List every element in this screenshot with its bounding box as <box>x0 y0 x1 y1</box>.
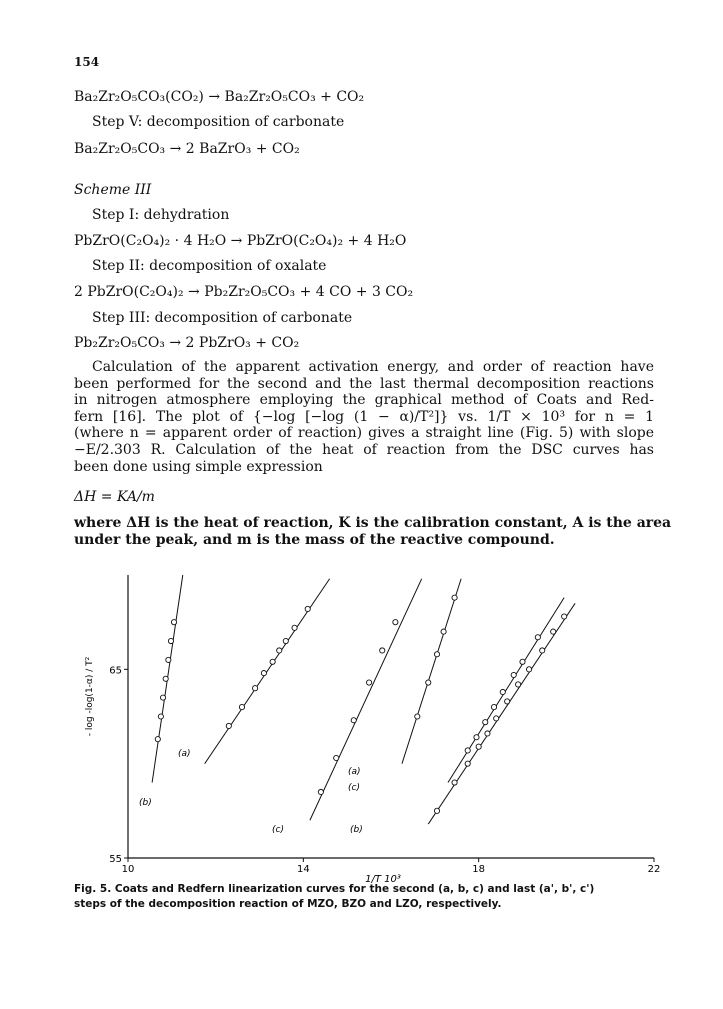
scheme-step3-label: Step III: decomposition of carbonate <box>92 310 353 326</box>
data-point <box>511 672 516 677</box>
data-point <box>562 614 567 619</box>
caption-line: steps of the decomposition reaction of MZO, BZO and LZO, respectively. <box>74 898 502 910</box>
data-point <box>500 689 505 694</box>
scheme-step2-label: Step II: decomposition of oxalate <box>92 258 327 274</box>
scheme-title: Scheme III <box>74 182 152 198</box>
scheme-step1-label: Step I: dehydration <box>92 207 230 223</box>
reaction-step4-equation: Ba₂Zr₂O₅CO₃(CO₂) → Ba₂Zr₂O₅CO₃ + CO₂ <box>74 89 365 105</box>
paragraph-line: (where n = apparent order of reaction) gives a straight line (Fig. 5) with slope <box>74 425 654 442</box>
data-point <box>485 731 490 736</box>
caption-line: Fig. 5. Coats and Redfern linearization curves for the second (a, b, c) and last (a', b', c') <box>74 883 595 895</box>
y-tick-label: 65 <box>109 665 122 677</box>
series-line <box>402 579 461 764</box>
paragraph-line: −E/2.303 R. Calculation of the heat of reaction from the DSC curves has <box>74 441 654 458</box>
data-point <box>441 629 446 634</box>
x-tick-label: 22 <box>647 864 661 875</box>
curve-label: (b) <box>350 825 363 835</box>
paragraph-line: been done using simple expression <box>74 458 323 475</box>
data-point <box>366 680 371 685</box>
data-point <box>434 652 439 657</box>
heat-equation: ΔH = KA/m <box>74 489 155 505</box>
data-point <box>166 657 171 662</box>
x-tick-label: 14 <box>296 864 310 875</box>
data-point <box>452 595 457 600</box>
data-point <box>380 648 385 653</box>
paragraph-line: under the peak, and m is the mass of the reactive compound. <box>74 531 555 548</box>
step5-label: Step V: decomposition of carbonate <box>92 114 345 130</box>
paragraph-line: in nitrogen atmosphere employing the graphical method of Coats and Red- <box>74 392 654 409</box>
data-point <box>226 723 231 728</box>
data-point <box>292 625 297 630</box>
data-point <box>305 606 310 611</box>
data-point <box>277 648 282 653</box>
y-tick-label: 55 <box>109 854 122 865</box>
data-point <box>239 704 244 709</box>
data-point <box>551 629 556 634</box>
paragraph-line: Calculation of the apparent activation energy, and order of reaction have <box>92 359 654 375</box>
data-point <box>474 735 479 740</box>
data-point <box>452 780 457 785</box>
data-point <box>393 620 398 625</box>
series-line <box>205 579 330 764</box>
page-number: 154 <box>74 55 100 69</box>
data-point <box>535 635 540 640</box>
data-point <box>494 716 499 721</box>
data-point <box>351 718 356 723</box>
data-point <box>155 737 160 742</box>
data-point <box>483 720 488 725</box>
data-point <box>526 667 531 672</box>
data-point <box>465 761 470 766</box>
y-axis-label: - log -log(1-α) / T² <box>85 656 95 737</box>
data-point <box>168 638 173 643</box>
data-point <box>270 659 275 664</box>
scheme-step3-equation: Pb₂Zr₂O₅CO₃ → 2 PbZrO₃ + CO₂ <box>74 335 300 351</box>
data-point <box>540 648 545 653</box>
curve-label: (b) <box>139 798 152 808</box>
curve-label: (a) <box>178 749 191 759</box>
scheme-step1-equation: PbZrO(C₂O₄)₂ · 4 H₂O → PbZrO(C₂O₄)₂ + 4 H₂O <box>74 233 407 249</box>
data-point <box>318 789 323 794</box>
paragraph-line: fern [16]. The plot of {−log [−log (1 − α)/T²]} vs. 1/T × 10³ for n = 1 <box>74 408 654 425</box>
data-point <box>434 808 439 813</box>
x-tick-label: 10 <box>121 864 135 875</box>
data-point <box>476 744 481 749</box>
figure-caption <box>74 882 654 912</box>
curve-label: (c) <box>272 825 284 835</box>
data-point <box>415 714 420 719</box>
data-point <box>520 659 525 664</box>
series-line <box>448 598 564 783</box>
curve-label: (c) <box>348 783 360 793</box>
data-point <box>160 695 165 700</box>
series-line <box>428 603 575 824</box>
data-point <box>491 704 496 709</box>
data-point <box>426 680 431 685</box>
data-point <box>283 638 288 643</box>
data-point <box>163 676 168 681</box>
data-point <box>171 620 176 625</box>
paragraph-line: where ΔH is the heat of reaction, K is the calibration constant, A is the area <box>74 515 672 531</box>
data-point <box>505 699 510 704</box>
data-point <box>158 714 163 719</box>
data-point <box>253 686 258 691</box>
curve-label: (a) <box>348 767 361 777</box>
series-line <box>310 579 422 820</box>
reaction-step5-equation: Ba₂Zr₂O₅CO₃ → 2 BaZrO₃ + CO₂ <box>74 141 300 157</box>
data-point <box>261 671 266 676</box>
data-point <box>465 748 470 753</box>
data-point <box>334 755 339 760</box>
x-axis-label: 1/T 10³ <box>365 874 401 885</box>
x-tick-label: 18 <box>472 864 486 875</box>
scheme-step2-equation: 2 PbZrO(C₂O₄)₂ → Pb₂Zr₂O₅CO₃ + 4 CO + 3 CO₂ <box>74 284 414 300</box>
data-point <box>516 682 521 687</box>
paragraph-line: been performed for the second and the last thermal decomposition reactions <box>74 375 654 392</box>
